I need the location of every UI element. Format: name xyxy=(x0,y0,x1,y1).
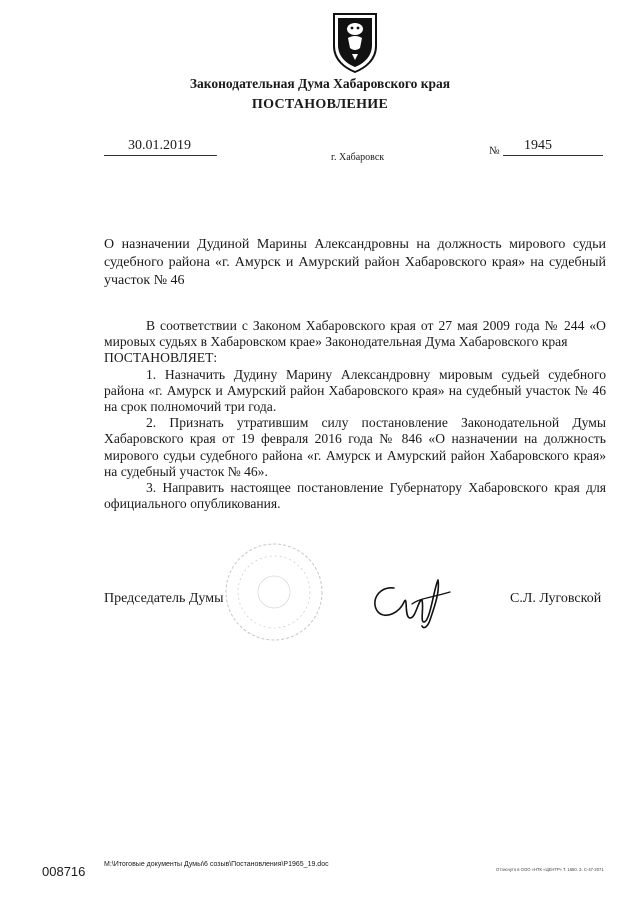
number-underline xyxy=(503,140,603,156)
document-city: г. Хабаровск xyxy=(331,152,385,163)
signatory-name: С.Л. Луговской xyxy=(510,591,602,606)
seal-stamp xyxy=(222,540,326,644)
item-3: 3. Направить настоящее постановление Губернатору Хабаровского края для официального опубликования. xyxy=(104,480,606,512)
organization-title: Законодательная Дума Хабаровского края xyxy=(189,76,451,91)
document-subject: О назначении Дудиной Марины Александровны на должность мирового судьи судебного района «г. Амурск и Амурский район Хабаровского края» на судебный участок № 46 xyxy=(104,237,606,288)
document-body xyxy=(104,318,606,512)
document-number: 1945 xyxy=(524,138,552,153)
item-1: 1. Назначить Дудину Марину Александровну мировым судьей судебного района «г. Амурск и Амурский район Хабаровского края» на судебный участок № 46 на срок полномочий три года. xyxy=(104,366,606,415)
document-type: ПОСТАНОВЛЕНИЕ xyxy=(251,97,389,112)
preamble: В соответствии с Законом Хабаровского края от 27 мая 2009 года № 244 «О мировых судьях в Хабаровском крае» Законодательная Дума Хабаровского края xyxy=(104,318,606,350)
file-path: M:\Итоговые документы Думы\6 созыв\Постановления\P1965_19.doc xyxy=(104,861,329,868)
number-sign: № xyxy=(489,145,500,157)
registration-number: 008716 xyxy=(42,864,86,879)
item-2: 2. Признать утратившим силу постановление Законодательной Думы Хабаровского края от 19 февраля 2016 года № 846 «О назначении на должность мирового судьи судебного района «г. Амурск и Амурский район Хабаровского края» на судебный участок № 46». xyxy=(104,415,606,479)
coat-of-arms-icon xyxy=(330,10,380,74)
resolves-heading: ПОСТАНОВЛЯЕТ: xyxy=(104,350,218,366)
print-mark: Оттиснуто в ООО «НТК «ЦЕНТР» Т. 1650. З. С-47-2071 xyxy=(496,867,604,872)
document-date: 30.01.2019 xyxy=(128,138,191,153)
signatory-position: Председатель Думы xyxy=(104,591,224,606)
handwritten-signature xyxy=(364,568,456,632)
